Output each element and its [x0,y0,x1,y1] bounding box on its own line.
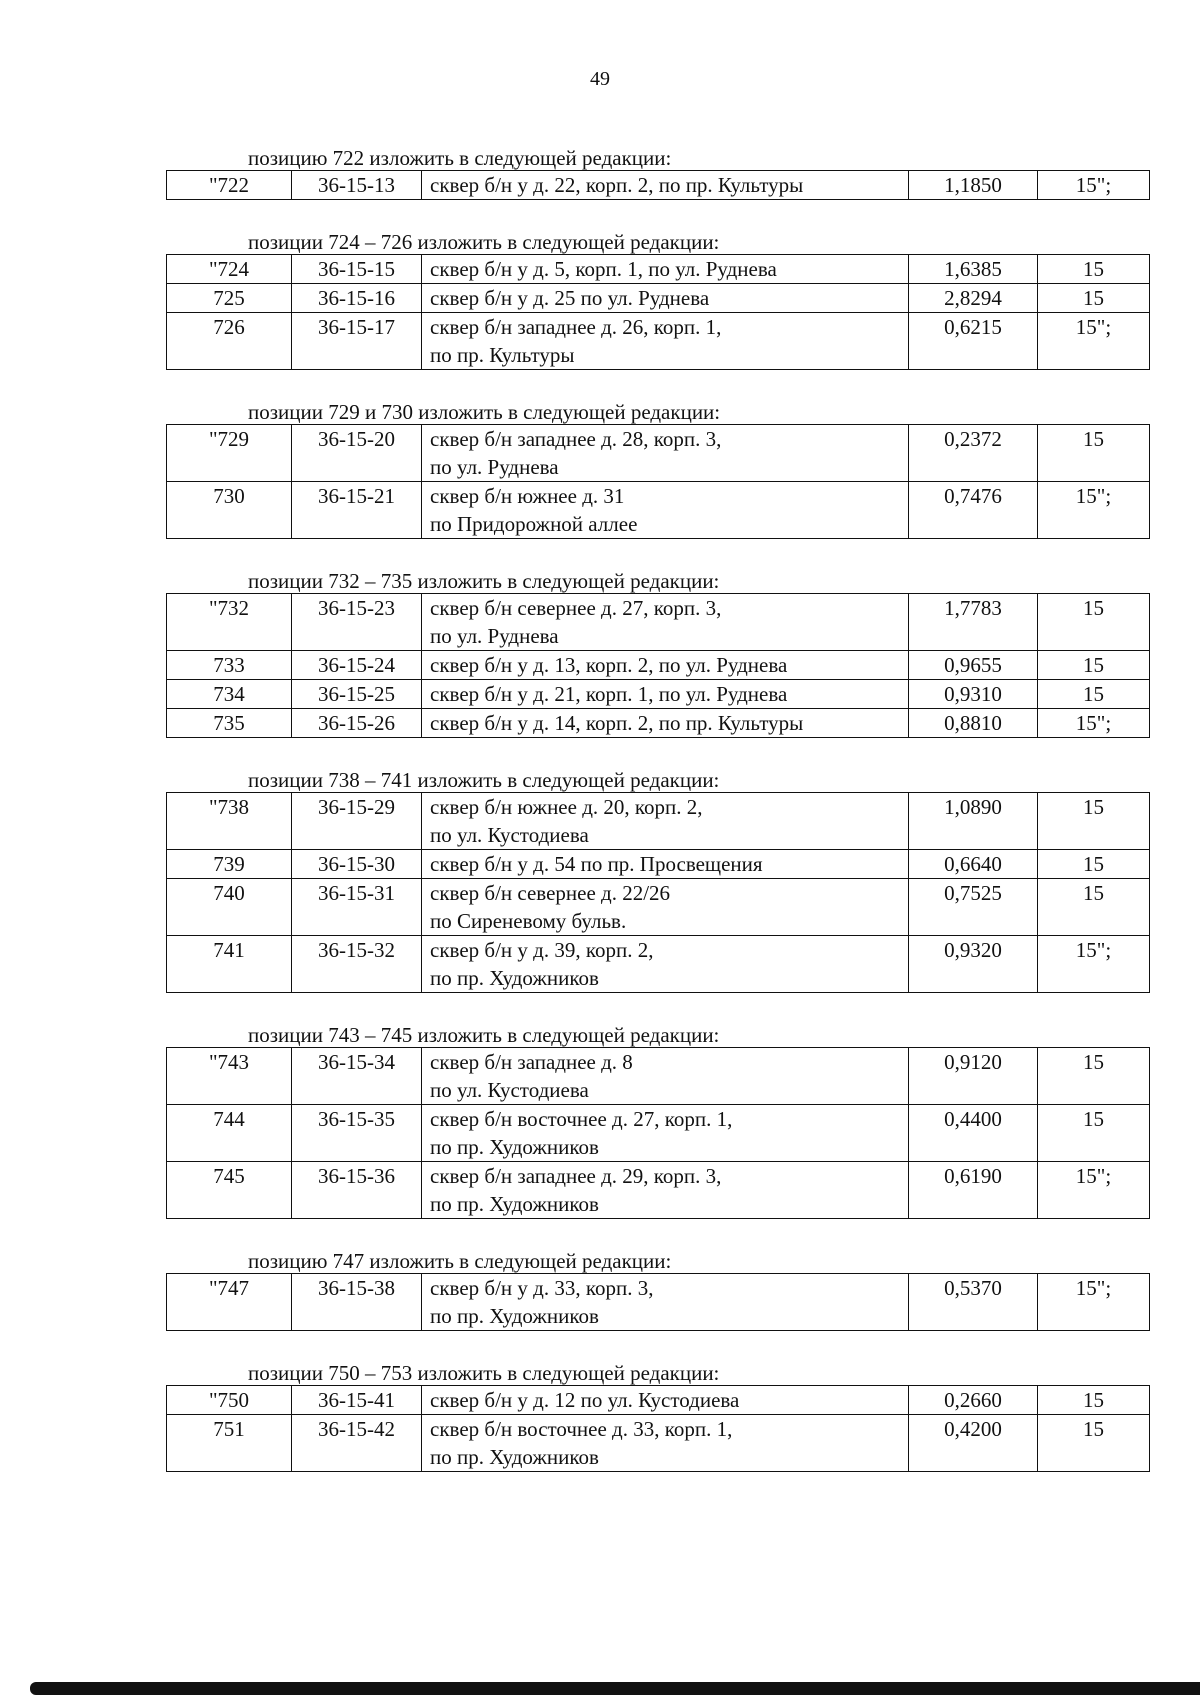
amendment-section [166,1023,1150,1219]
object-description [422,594,909,651]
object-code: 36-15-23 [292,594,422,651]
category-value: 15 [1038,1105,1150,1162]
category-value: 15 [1038,425,1150,482]
description-line: сквер б/н у д. 13, корп. 2, по ул. Руднева [430,653,788,677]
area-value: 0,9320 [909,936,1038,993]
object-description [422,936,909,993]
object-code: 36-15-20 [292,425,422,482]
object-code: 36-15-17 [292,313,422,370]
table-row [167,793,1150,850]
description-line: по пр. Художников [430,966,599,990]
position-number: "743 [167,1048,292,1105]
object-code: 36-15-29 [292,793,422,850]
category-value: 15"; [1038,313,1150,370]
area-value: 1,1850 [909,171,1038,200]
area-value: 0,4200 [909,1415,1038,1472]
object-description [422,171,909,200]
position-number: "722 [167,171,292,200]
description-line: по ул. Кустодиева [430,1078,589,1102]
position-number: 744 [167,1105,292,1162]
amendment-section [166,400,1150,539]
object-description [422,1162,909,1219]
section-title: позиции 743 – 745 изложить в следующей редакции: [248,1023,720,1047]
description-line: по ул. Руднева [430,624,559,648]
object-description [422,425,909,482]
description-line: сквер б/н южнее д. 20, корп. 2, [430,795,703,819]
object-description [422,680,909,709]
position-number: 740 [167,879,292,936]
category-value: 15"; [1038,936,1150,993]
position-number: 730 [167,482,292,539]
amendment-section [166,230,1150,370]
description-line: по ул. Руднева [430,455,559,479]
table-row [167,1274,1150,1331]
page-number: 49 [590,68,610,90]
position-number: 733 [167,651,292,680]
object-description [422,313,909,370]
object-code: 36-15-30 [292,850,422,879]
area-value: 0,8810 [909,709,1038,738]
object-code: 36-15-13 [292,171,422,200]
table-row [167,171,1150,200]
table-row [167,680,1150,709]
object-code: 36-15-16 [292,284,422,313]
positions-table [166,254,1150,370]
description-line: сквер б/н западнее д. 29, корп. 3, [430,1164,722,1188]
description-line: сквер б/н восточнее д. 27, корп. 1, [430,1107,733,1131]
description-line: сквер б/н у д. 39, корп. 2, [430,938,654,962]
position-number: "729 [167,425,292,482]
category-value: 15 [1038,1415,1150,1472]
description-line: по пр. Художников [430,1192,599,1216]
table-row [167,850,1150,879]
amendment-section [166,1249,1150,1331]
table-row [167,1386,1150,1415]
category-value: 15 [1038,594,1150,651]
object-code: 36-15-25 [292,680,422,709]
object-code: 36-15-15 [292,255,422,284]
description-line: по Сиреневому бульв. [430,909,627,933]
category-value: 15 [1038,680,1150,709]
position-number: 739 [167,850,292,879]
description-line: сквер б/н у д. 25 по ул. Руднева [430,286,710,310]
table-row [167,313,1150,370]
table-row [167,1048,1150,1105]
object-description [422,1105,909,1162]
scan-edge-bar [30,1682,1200,1695]
category-value: 15"; [1038,1162,1150,1219]
category-value: 15"; [1038,709,1150,738]
object-description [422,1386,909,1415]
amendment-section [166,1361,1150,1472]
object-code: 36-15-31 [292,879,422,936]
area-value: 0,2372 [909,425,1038,482]
area-value: 0,6215 [909,313,1038,370]
category-value: 15 [1038,255,1150,284]
object-description [422,850,909,879]
positions-table [166,593,1150,738]
object-code: 36-15-38 [292,1274,422,1331]
object-description [422,482,909,539]
position-number: "724 [167,255,292,284]
object-description [422,1274,909,1331]
category-value: 15"; [1038,1274,1150,1331]
area-value: 0,9310 [909,680,1038,709]
description-line: сквер б/н у д. 12 по ул. Кустодиева [430,1388,740,1412]
object-code: 36-15-21 [292,482,422,539]
area-value: 0,7525 [909,879,1038,936]
area-value: 0,5370 [909,1274,1038,1331]
table-row [167,1162,1150,1219]
category-value: 15"; [1038,171,1150,200]
object-code: 36-15-34 [292,1048,422,1105]
section-title: позицию 747 изложить в следующей редакции: [248,1249,672,1273]
description-line: сквер б/н восточнее д. 33, корп. 1, [430,1417,733,1441]
description-line: сквер б/н западнее д. 8 [430,1050,633,1074]
category-value: 15 [1038,284,1150,313]
category-value: 15 [1038,850,1150,879]
document-body [166,146,1150,1502]
section-title: позиции 724 – 726 изложить в следующей редакции: [248,230,720,254]
area-value: 1,0890 [909,793,1038,850]
table-row [167,594,1150,651]
section-title: позиции 729 и 730 изложить в следующей редакции: [248,400,721,424]
table-row [167,1415,1150,1472]
object-code: 36-15-26 [292,709,422,738]
section-title: позиции 750 – 753 изложить в следующей редакции: [248,1361,720,1385]
table-row [167,709,1150,738]
object-description [422,255,909,284]
table-row [167,936,1150,993]
description-line: по ул. Кустодиева [430,823,589,847]
description-line: по пр. Художников [430,1304,599,1328]
area-value: 0,4400 [909,1105,1038,1162]
category-value: 15"; [1038,482,1150,539]
object-description [422,1048,909,1105]
object-code: 36-15-32 [292,936,422,993]
object-code: 36-15-42 [292,1415,422,1472]
position-number: "738 [167,793,292,850]
position-number: 725 [167,284,292,313]
category-value: 15 [1038,1386,1150,1415]
position-number: 734 [167,680,292,709]
position-number: 741 [167,936,292,993]
positions-table [166,170,1150,200]
position-number: "750 [167,1386,292,1415]
description-line: по пр. Художников [430,1445,599,1469]
amendment-section [166,146,1150,200]
positions-table [166,792,1150,993]
description-line: сквер б/н севернее д. 27, корп. 3, [430,596,722,620]
position-number: 751 [167,1415,292,1472]
object-description [422,1415,909,1472]
table-row [167,425,1150,482]
table-row [167,879,1150,936]
positions-table [166,1385,1150,1472]
description-line: сквер б/н западнее д. 28, корп. 3, [430,427,722,451]
description-line: сквер б/н у д. 5, корп. 1, по ул. Руднева [430,257,777,281]
position-number: 735 [167,709,292,738]
object-description [422,793,909,850]
area-value: 0,6640 [909,850,1038,879]
section-title: позицию 722 изложить в следующей редакции: [248,146,672,170]
description-line: сквер б/н у д. 54 по пр. Просвещения [430,852,763,876]
table-row [167,284,1150,313]
area-value: 0,9655 [909,651,1038,680]
position-number: "732 [167,594,292,651]
description-line: сквер б/н южнее д. 31 [430,484,625,508]
description-line: сквер б/н западнее д. 26, корп. 1, [430,315,722,339]
area-value: 0,7476 [909,482,1038,539]
object-description [422,651,909,680]
area-value: 0,9120 [909,1048,1038,1105]
section-title: позиции 732 – 735 изложить в следующей редакции: [248,569,720,593]
category-value: 15 [1038,793,1150,850]
object-code: 36-15-35 [292,1105,422,1162]
area-value: 0,6190 [909,1162,1038,1219]
section-title: позиции 738 – 741 изложить в следующей редакции: [248,768,720,792]
amendment-section [166,768,1150,993]
table-row [167,651,1150,680]
object-description [422,879,909,936]
object-description [422,284,909,313]
area-value: 1,6385 [909,255,1038,284]
table-row [167,1105,1150,1162]
object-code: 36-15-24 [292,651,422,680]
category-value: 15 [1038,879,1150,936]
description-line: по пр. Культуры [430,343,575,367]
area-value: 0,2660 [909,1386,1038,1415]
positions-table [166,1047,1150,1219]
description-line: сквер б/н у д. 33, корп. 3, [430,1276,654,1300]
table-row [167,255,1150,284]
amendment-section [166,569,1150,738]
category-value: 15 [1038,651,1150,680]
description-line: сквер б/н севернее д. 22/26 [430,881,671,905]
positions-table [166,424,1150,539]
description-line: по Придорожной аллее [430,512,638,536]
table-row [167,482,1150,539]
description-line: сквер б/н у д. 22, корп. 2, по пр. Культуры [430,173,804,197]
description-line: по пр. Художников [430,1135,599,1159]
description-line: сквер б/н у д. 21, корп. 1, по ул. Руднева [430,682,788,706]
object-code: 36-15-41 [292,1386,422,1415]
category-value: 15 [1038,1048,1150,1105]
area-value: 1,7783 [909,594,1038,651]
object-code: 36-15-36 [292,1162,422,1219]
description-line: сквер б/н у д. 14, корп. 2, по пр. Культуры [430,711,804,735]
position-number: 726 [167,313,292,370]
object-description [422,709,909,738]
positions-table [166,1273,1150,1331]
position-number: "747 [167,1274,292,1331]
position-number: 745 [167,1162,292,1219]
area-value: 2,8294 [909,284,1038,313]
